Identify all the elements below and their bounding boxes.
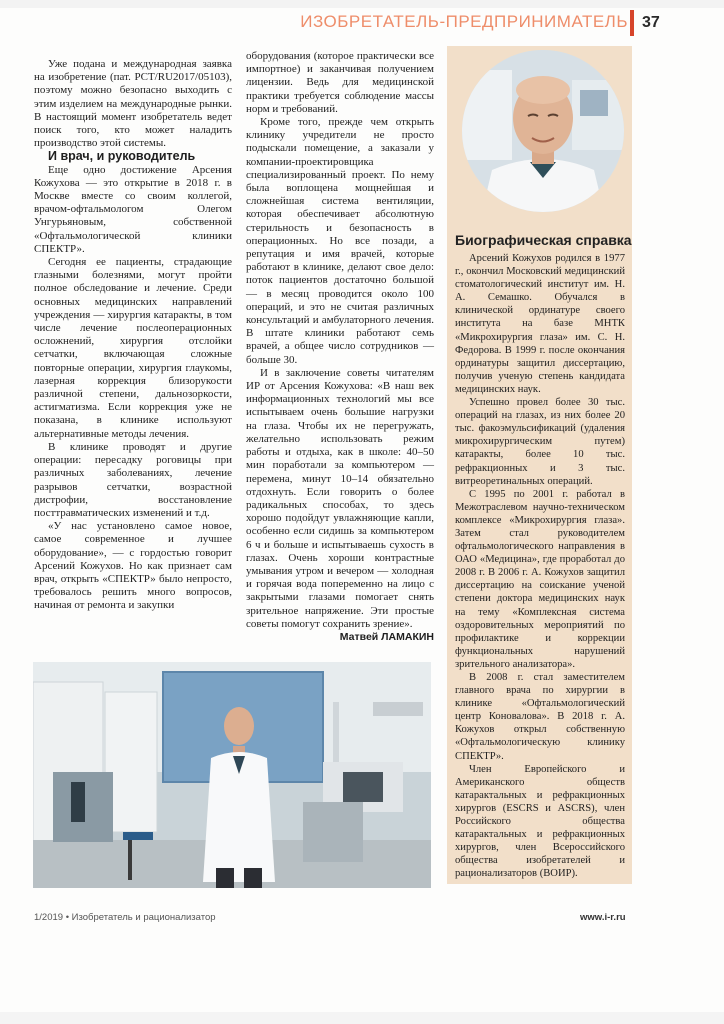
header-accent-bar: [630, 10, 634, 36]
article-subheading: И врач, и руководитель: [48, 149, 196, 164]
bio-paragraph: Арсений Кожухов родился в 1977 г., окончил Московский медицинский стоматологический институт им. Н. А. Семашко. Обучался в клинической ординатуре своего института на базе МНТК «Микрохирургия глаза» им. С. Н. Федорова. В 1999 г. после окончания ординатуры защитил диссертацию, получив ученую степень кандидата медицинских наук.: [455, 253, 625, 395]
article-column-1: [34, 58, 232, 613]
bio-paragraph: С 1995 по 2001 г. работал в Межотраслевом научно-техническом комплексе «Микрохирургия глаза». Затем стал руководителем офтальмологического направления в ОАО «Медицина», где проработал до 2008 г. В 2006 г. А. Кожухов защитил диссертацию на соискание ученой степени доктора медицинских наук на тему «Комплексная система оздоровительных мероприятий по профилактике и коррекции функциональных нарушений зрительного анализатора».: [455, 488, 625, 670]
column2-paragraph: Кроме того, прежде чем открыть клинику учредители не просто подыскали помещение, а заказали у компании-проектировщика специализированный проект. По нему была воплощена мощнейшая и сложнейшая система вентиляции, которая обеспечивает абсолютную стерильность и безопасность в операционных. Но все позади, а репутация и имя врачей, которые работают в клинике, делают свое дело: поток пациентов достаточно большой — в месяц проводится около 100 операций, и это не считая различных консультаций и амбулаторного лечения. В штате клиники работают семь врачей, а общее число сотрудников — больше 30.: [246, 116, 434, 366]
column1-paragraph: «У нас установлено самое новое, самое современное и лучшее оборудование», — с гордостью говорит Арсений Кожухов. Но как признает сам врач, открыть «СПЕКТР» было непросто, требовалось решить много вопросов, начиная от ремонта и закупки: [34, 520, 232, 612]
article-column-2: [246, 50, 434, 644]
scan-edge-bottom: [0, 1012, 724, 1024]
scan-edge-top: [0, 0, 724, 8]
author-signature: Матвей ЛАМАКИН: [339, 630, 434, 643]
portrait-photo: [462, 50, 624, 212]
column1-paragraph: Еще одно достижение Арсения Кожухова — это открытие в 2018 г. в Москве вместе со своим коллегой, врачом-офтальмологом Олегом Унгурьяновым, собственной «Офтальмологической клиники СПЕКТР».: [34, 163, 232, 255]
bio-paragraph: Член Европейского и Американского обществ катарактальных и рефракционных хирургов (ESCRS и ASCRS), член Российского общества катарактальных и рефракционных хирургов, член Всероссийского общества изобретателей и рационализаторов (ВОИР).: [455, 763, 625, 880]
section-title: ИЗОБРЕТАТЕЛЬ-ПРЕДПРИНИМАТЕЛЬ: [300, 12, 628, 31]
clinic-photo: [33, 662, 431, 888]
footer-website[interactable]: www.i-r.ru: [580, 912, 626, 923]
bio-title: Биографическая справка: [455, 232, 632, 248]
column2-paragraph: оборудования (которое практически все импортное) и заканчивая получением лицензии. Ведь для медицинской практики требуется соблюдение массы норм и требований.: [246, 50, 434, 115]
column1-paragraph: Сегодня ее пациенты, страдающие глазными болезнями, могут пройти полное обследование и лечение. Среди основных медицинских направлений учреждения — хирургия катаракты, в том числе лечение послеоперационных осложнений, хирургия отслойки сетчатки, включающая сложные повторные операции, хирургия глаукомы, лазерная коррекция близорукости различной степени, дальнозоркости, астигматизма. Если коррекция уже не показана, в клинике используют альтернативные методы лечения.: [34, 256, 232, 440]
bio-paragraph: В 2008 г. стал заместителем главного врача по хирургии в клинике «Офтальмологический центр Коновалова». В 2018 г. А. Кожухов открыл собственную «Офтальмологическую клинику СПЕКТР».: [455, 672, 625, 762]
column1-intro: Уже подана и международная заявка на изобретение (пат. PCT/RU2017/05103), поэтому можно безопасно выходить с этим изделием на международные рынки. В настоящий момент изобретатель ведет поиск того, кто может наладить производство этой системы.: [34, 58, 232, 150]
page-number: 37: [642, 14, 660, 31]
column2-paragraph: И в заключение советы читателям ИР от Арсения Кожухова: «В наш век информационных технологий мы все испытываем очень большие нагрузки на глаза. Чтобы их не перегружать, желательно использовать режим работы и отдыха, как в школе: 40–50 мин поработали за компьютером — перемена, минут 10–14 обязательно отдохнуть. Если говорить о более радикальных способах, то здесь хорошо подойдут увлажняющие капли, особенно если сидишь за компьютером 6 ч и больше и испытываешь сухость в глазах. Очень хороши контрастные умывания утром и вечером — холодная и горячая вода попеременно на лицо с закрытыми глазами помогает снять зрительное напряжение. Эти простые советы помогут сохранить зрение».: [246, 366, 434, 630]
bio-text: [455, 252, 625, 881]
bio-paragraph: Успешно провел более 30 тыс. операций на глазах, из них более 20 тыс. факоэмульсификаций (удаления микрохирургическим путем) катаракты, более 10 тыс. рефракционных и 3 тыс. витреоретинальных операций.: [455, 397, 625, 487]
footer-issue: 1/2019 • Изобретатель и рационализатор: [34, 912, 216, 923]
column1-paragraph: В клинике проводят и другие операции: пересадку роговицы при различных заболеваниях, лечение разрывов сетчатки, возрастной дистрофии, восстановление посттравматических изменений и т.д.: [34, 440, 232, 519]
